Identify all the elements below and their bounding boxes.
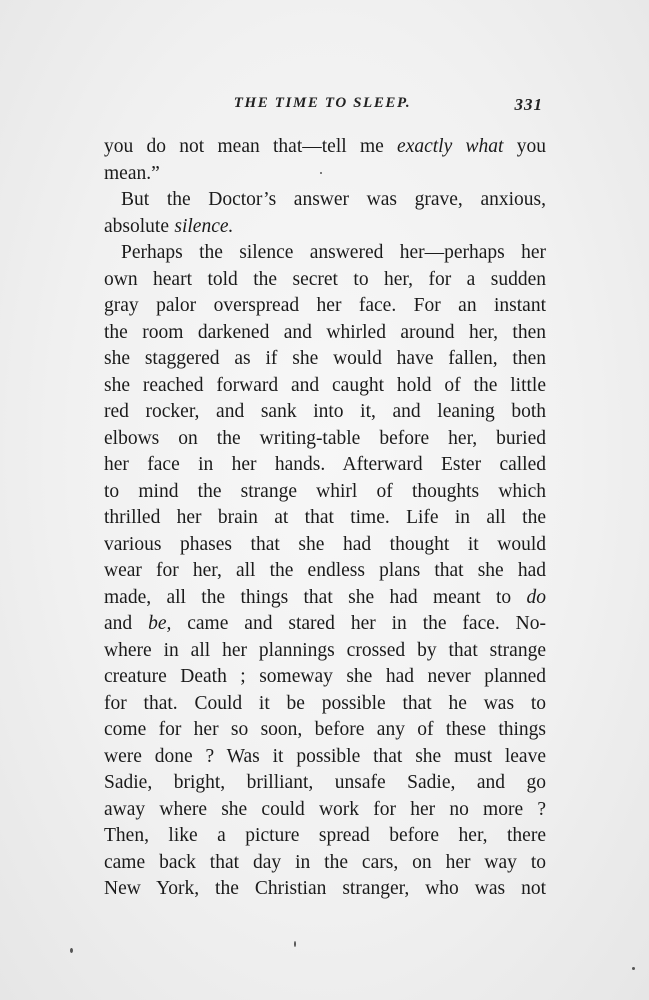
print-speck [320,172,322,174]
text-run: you do not mean that—tell me [104,136,398,157]
text-line [104,532,546,559]
text-run: own heart told the secret to her, for a sudden [104,268,546,290]
text-line [104,611,546,638]
text-line [104,797,546,824]
text-line [104,717,546,744]
print-speck [70,948,73,953]
text-run: where in all her plannings crossed by that strange [104,639,546,661]
text-line [104,134,546,161]
text-line [104,240,546,267]
text-run: made, all the things that she had meant to [104,586,527,608]
text-line [104,638,546,665]
text-run: for that. Could it be possible that he was to [104,692,546,714]
text-line [104,267,546,294]
text-run: absolute [104,215,175,237]
text-run: various phases that she had thought it would [104,533,546,555]
text-line [104,744,546,771]
text-line [104,161,546,188]
text-line [104,426,546,453]
text-line [104,479,546,506]
text-run: came and stared her in the face. No- [171,613,546,634]
body-text [104,134,546,903]
print-speck [294,941,296,947]
text-run: were done ? Was it possible that she must leave [104,745,546,767]
text-run: away where she could work for her no more ? [104,798,546,820]
text-line [104,187,546,214]
text-run: and [104,613,149,634]
text-run: Perhaps the silence answered her—perhaps her [121,242,546,263]
italic-text-run: do [526,586,546,608]
text-run: mean.” [104,162,160,184]
text-run: Sadie, bright, brilliant, unsafe Sadie, and go [104,772,546,793]
italic-text-run: exactly what [397,136,504,157]
text-run: she reached forward and caught hold of the little [104,374,546,396]
text-line [104,505,546,532]
page-number: 331 [514,95,543,114]
text-run: wear for her, all the endless plans that she had [104,560,546,581]
text-line [104,293,546,320]
text-line [104,399,546,426]
text-run: the room darkened and whirled around her, then [104,321,546,343]
text-line [104,214,546,241]
text-line [104,373,546,400]
text-run: Then, like a picture spread before her, there [104,825,546,846]
text-line [104,850,546,877]
text-line [104,585,546,612]
text-line [104,558,546,585]
text-run: New York, the Christian stranger, who was not [104,878,546,899]
text-run: come for her so soon, before any of these things [104,719,546,740]
text-line [104,452,546,479]
text-line [104,823,546,850]
text-run: you [503,136,546,157]
text-run: creature Death ; someway she had never planned [104,666,546,687]
text-run: her face in her hands. Afterward Ester called [104,454,546,475]
italic-text-run: silence. [174,215,234,237]
text-run: to mind the strange whirl of thoughts which [104,480,546,502]
text-line [104,664,546,691]
text-run: thrilled her brain at that time. Life in all the [104,507,546,528]
print-speck [632,967,635,970]
running-head: THE TIME TO SLEEP. [233,95,412,111]
text-run: came back that day in the cars, on her way to [104,851,546,873]
text-line [104,346,546,373]
italic-text-run: be, [148,613,172,634]
text-run: red rocker, and sank into it, and leaning both [104,401,546,422]
text-run: gray palor overspread her face. For an instant [104,295,546,316]
text-run: elbows on the writing-table before her, buried [104,427,546,449]
text-line [104,770,546,797]
text-run: But the Doctor’s answer was grave, anxious, [121,189,546,210]
page-header [104,95,541,119]
text-line [104,876,546,903]
text-run: she staggered as if she would have fallen, then [104,348,546,369]
text-line [104,320,546,347]
text-line [104,691,546,718]
